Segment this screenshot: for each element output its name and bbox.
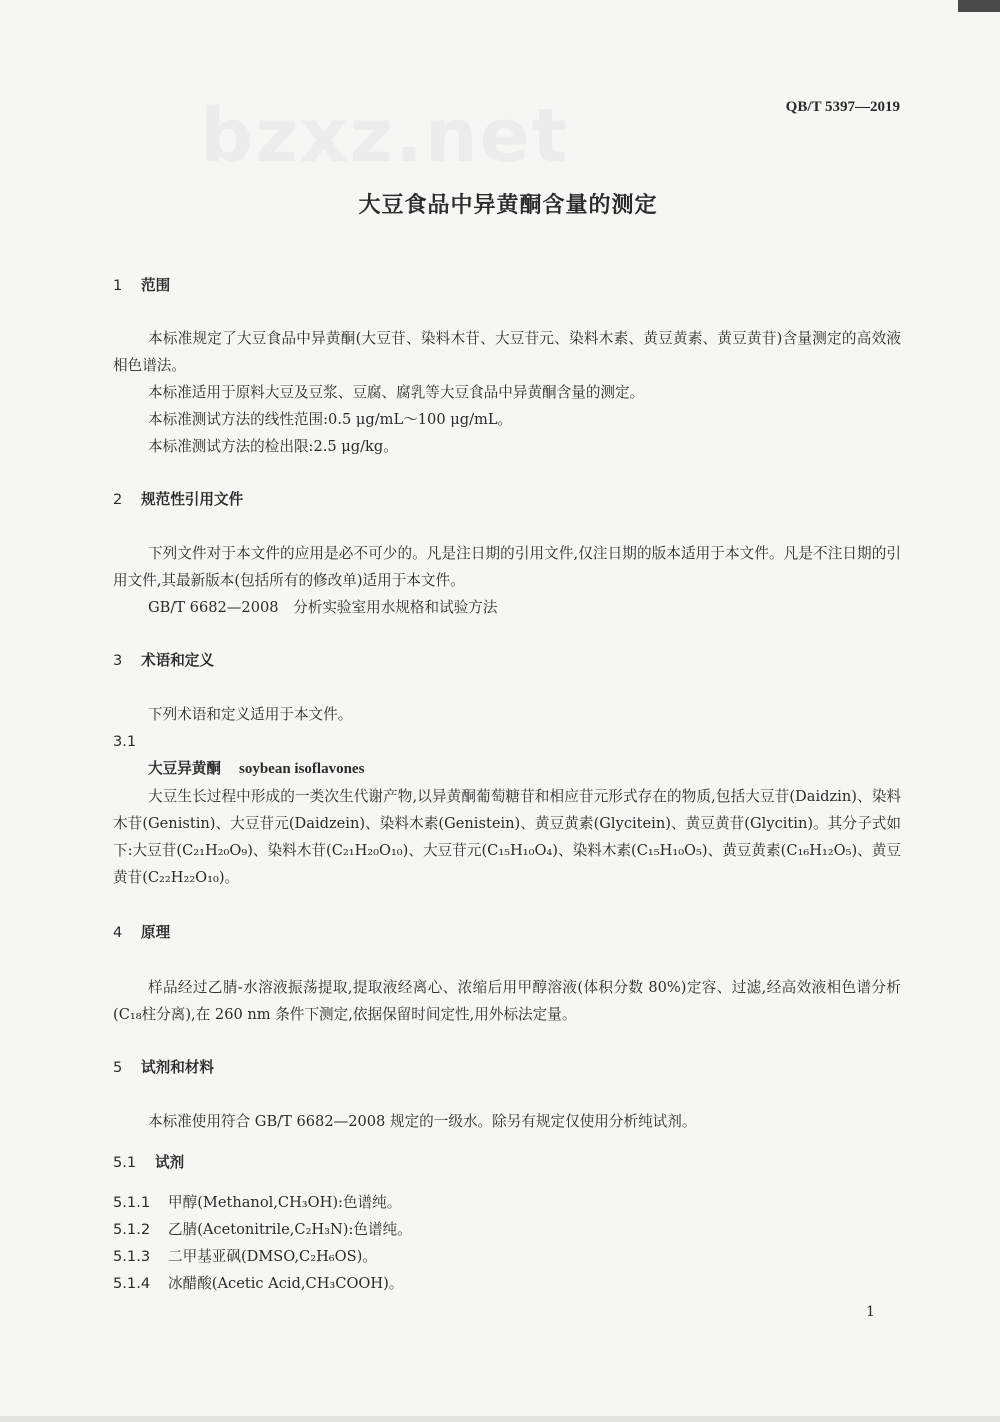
item-text: 乙腈(Acetonitrile,C₂H₃N):色谱纯。 bbox=[168, 1221, 412, 1238]
section-title: 原理 bbox=[141, 924, 171, 941]
reference-item: GB/T 6682—2008 分析实验室用水规格和试验方法 bbox=[148, 599, 498, 616]
document-title: 大豆食品中异黄酮含量的测定 bbox=[358, 193, 658, 218]
term-chinese: 大豆异黄酮 bbox=[148, 760, 221, 777]
section-number: 4 bbox=[113, 924, 123, 941]
page-bottom-edge bbox=[0, 1416, 1000, 1422]
paragraph: 下列术语和定义适用于本文件。 bbox=[148, 706, 353, 723]
document-body bbox=[113, 272, 901, 1297]
item-text: 冰醋酸(Acetic Acid,CH₃COOH)。 bbox=[168, 1275, 404, 1292]
watermark: bzxz.net bbox=[200, 93, 570, 179]
section-number: 5.1 bbox=[113, 1154, 137, 1171]
item-text: 二甲基亚砜(DMSO,C₂H₆OS)。 bbox=[168, 1248, 377, 1265]
paragraph: 本标准测试方法的检出限:2.5 μg/kg。 bbox=[148, 438, 398, 455]
section-title: 术语和定义 bbox=[141, 652, 214, 669]
section-number: 1 bbox=[113, 277, 123, 294]
paragraph: 下列文件对于本文件的应用是必不可少的。凡是注日期的引用文件,仅注日期的版本适用于本文件。凡是不注日期的引用文件,其最新版本(包括所有的修改单)适用于本文件。 bbox=[113, 545, 901, 589]
section-4-heading bbox=[113, 919, 901, 946]
item-text: 甲醇(Methanol,CH₃OH):色谱纯。 bbox=[168, 1194, 402, 1211]
section-number: 3 bbox=[113, 652, 123, 669]
section-title: 范围 bbox=[141, 277, 171, 294]
section-title: 规范性引用文件 bbox=[141, 491, 244, 508]
section-title: 试剂和材料 bbox=[141, 1059, 214, 1076]
paragraph: 本标准适用于原料大豆及豆浆、豆腐、腐乳等大豆食品中异黄酮含量的测定。 bbox=[148, 384, 645, 401]
subsection-number: 3.1 bbox=[113, 733, 137, 750]
scan-corner-tab bbox=[958, 0, 1000, 12]
reagent-item bbox=[113, 1243, 901, 1270]
section-2-heading bbox=[113, 486, 901, 513]
item-number: 5.1.2 bbox=[113, 1221, 151, 1238]
standard-code: QB/T 5397—2019 bbox=[785, 99, 900, 115]
reagent-item bbox=[113, 1270, 901, 1297]
definition: 大豆生长过程中形成的一类次生代谢产物,以异黄酮葡萄糖苷和相应苷元形式存在的物质,包括大豆苷(Daidzin)、染料木苷(Genistin)、大豆苷元(Daidzein)、染料木素(Genistein)、黄豆黄素(Glycitein)、黄豆黄苷(Glycitin)。其分子式如下:大豆苷(C₂₁H₂₀O₉)、染料木苷(C₂₁H₂₀O₁₀)、大豆苷元(C₁₅H₁₀O₄)、染料木素(C₁₅H₁₀O₅)、黄豆黄素(C₁₆H₁₂O₅)、黄豆黄苷(C₂₂H₂₂O₁₀)。 bbox=[113, 788, 901, 886]
subsection-5-1-heading bbox=[113, 1149, 901, 1176]
section-number: 2 bbox=[113, 491, 123, 508]
paragraph: 本标准使用符合 GB/T 6682—2008 规定的一级水。除另有规定仅使用分析纯试剂。 bbox=[148, 1113, 697, 1130]
paragraph: 样品经过乙腈-水溶液振荡提取,提取液经离心、浓缩后用甲醇溶液(体积分数 80%)定容、过滤,经高效液相色谱分析(C₁₈柱分离),在 260 nm 条件下测定,依据保留时间定性,用外标法定量。 bbox=[113, 979, 901, 1023]
term bbox=[113, 755, 901, 783]
item-number: 5.1.3 bbox=[113, 1248, 151, 1265]
paragraph: 本标准测试方法的线性范围:0.5 μg/mL～100 μg/mL。 bbox=[148, 411, 513, 428]
reagent-item bbox=[113, 1216, 901, 1243]
reagent-item bbox=[113, 1189, 901, 1216]
section-title: 试剂 bbox=[155, 1154, 185, 1171]
item-number: 5.1.1 bbox=[113, 1194, 151, 1211]
item-number: 5.1.4 bbox=[113, 1275, 151, 1292]
paragraph: 本标准规定了大豆食品中异黄酮(大豆苷、染料木苷、大豆苷元、染料木素、黄豆黄素、黄豆黄苷)含量测定的高效液相色谱法。 bbox=[113, 330, 901, 374]
term-english: soybean isoflavones bbox=[238, 761, 365, 777]
section-3-heading bbox=[113, 647, 901, 674]
section-1-heading bbox=[113, 272, 901, 299]
page-number: 1 bbox=[866, 1304, 875, 1320]
section-number: 5 bbox=[113, 1059, 123, 1076]
section-5-heading bbox=[113, 1054, 901, 1081]
